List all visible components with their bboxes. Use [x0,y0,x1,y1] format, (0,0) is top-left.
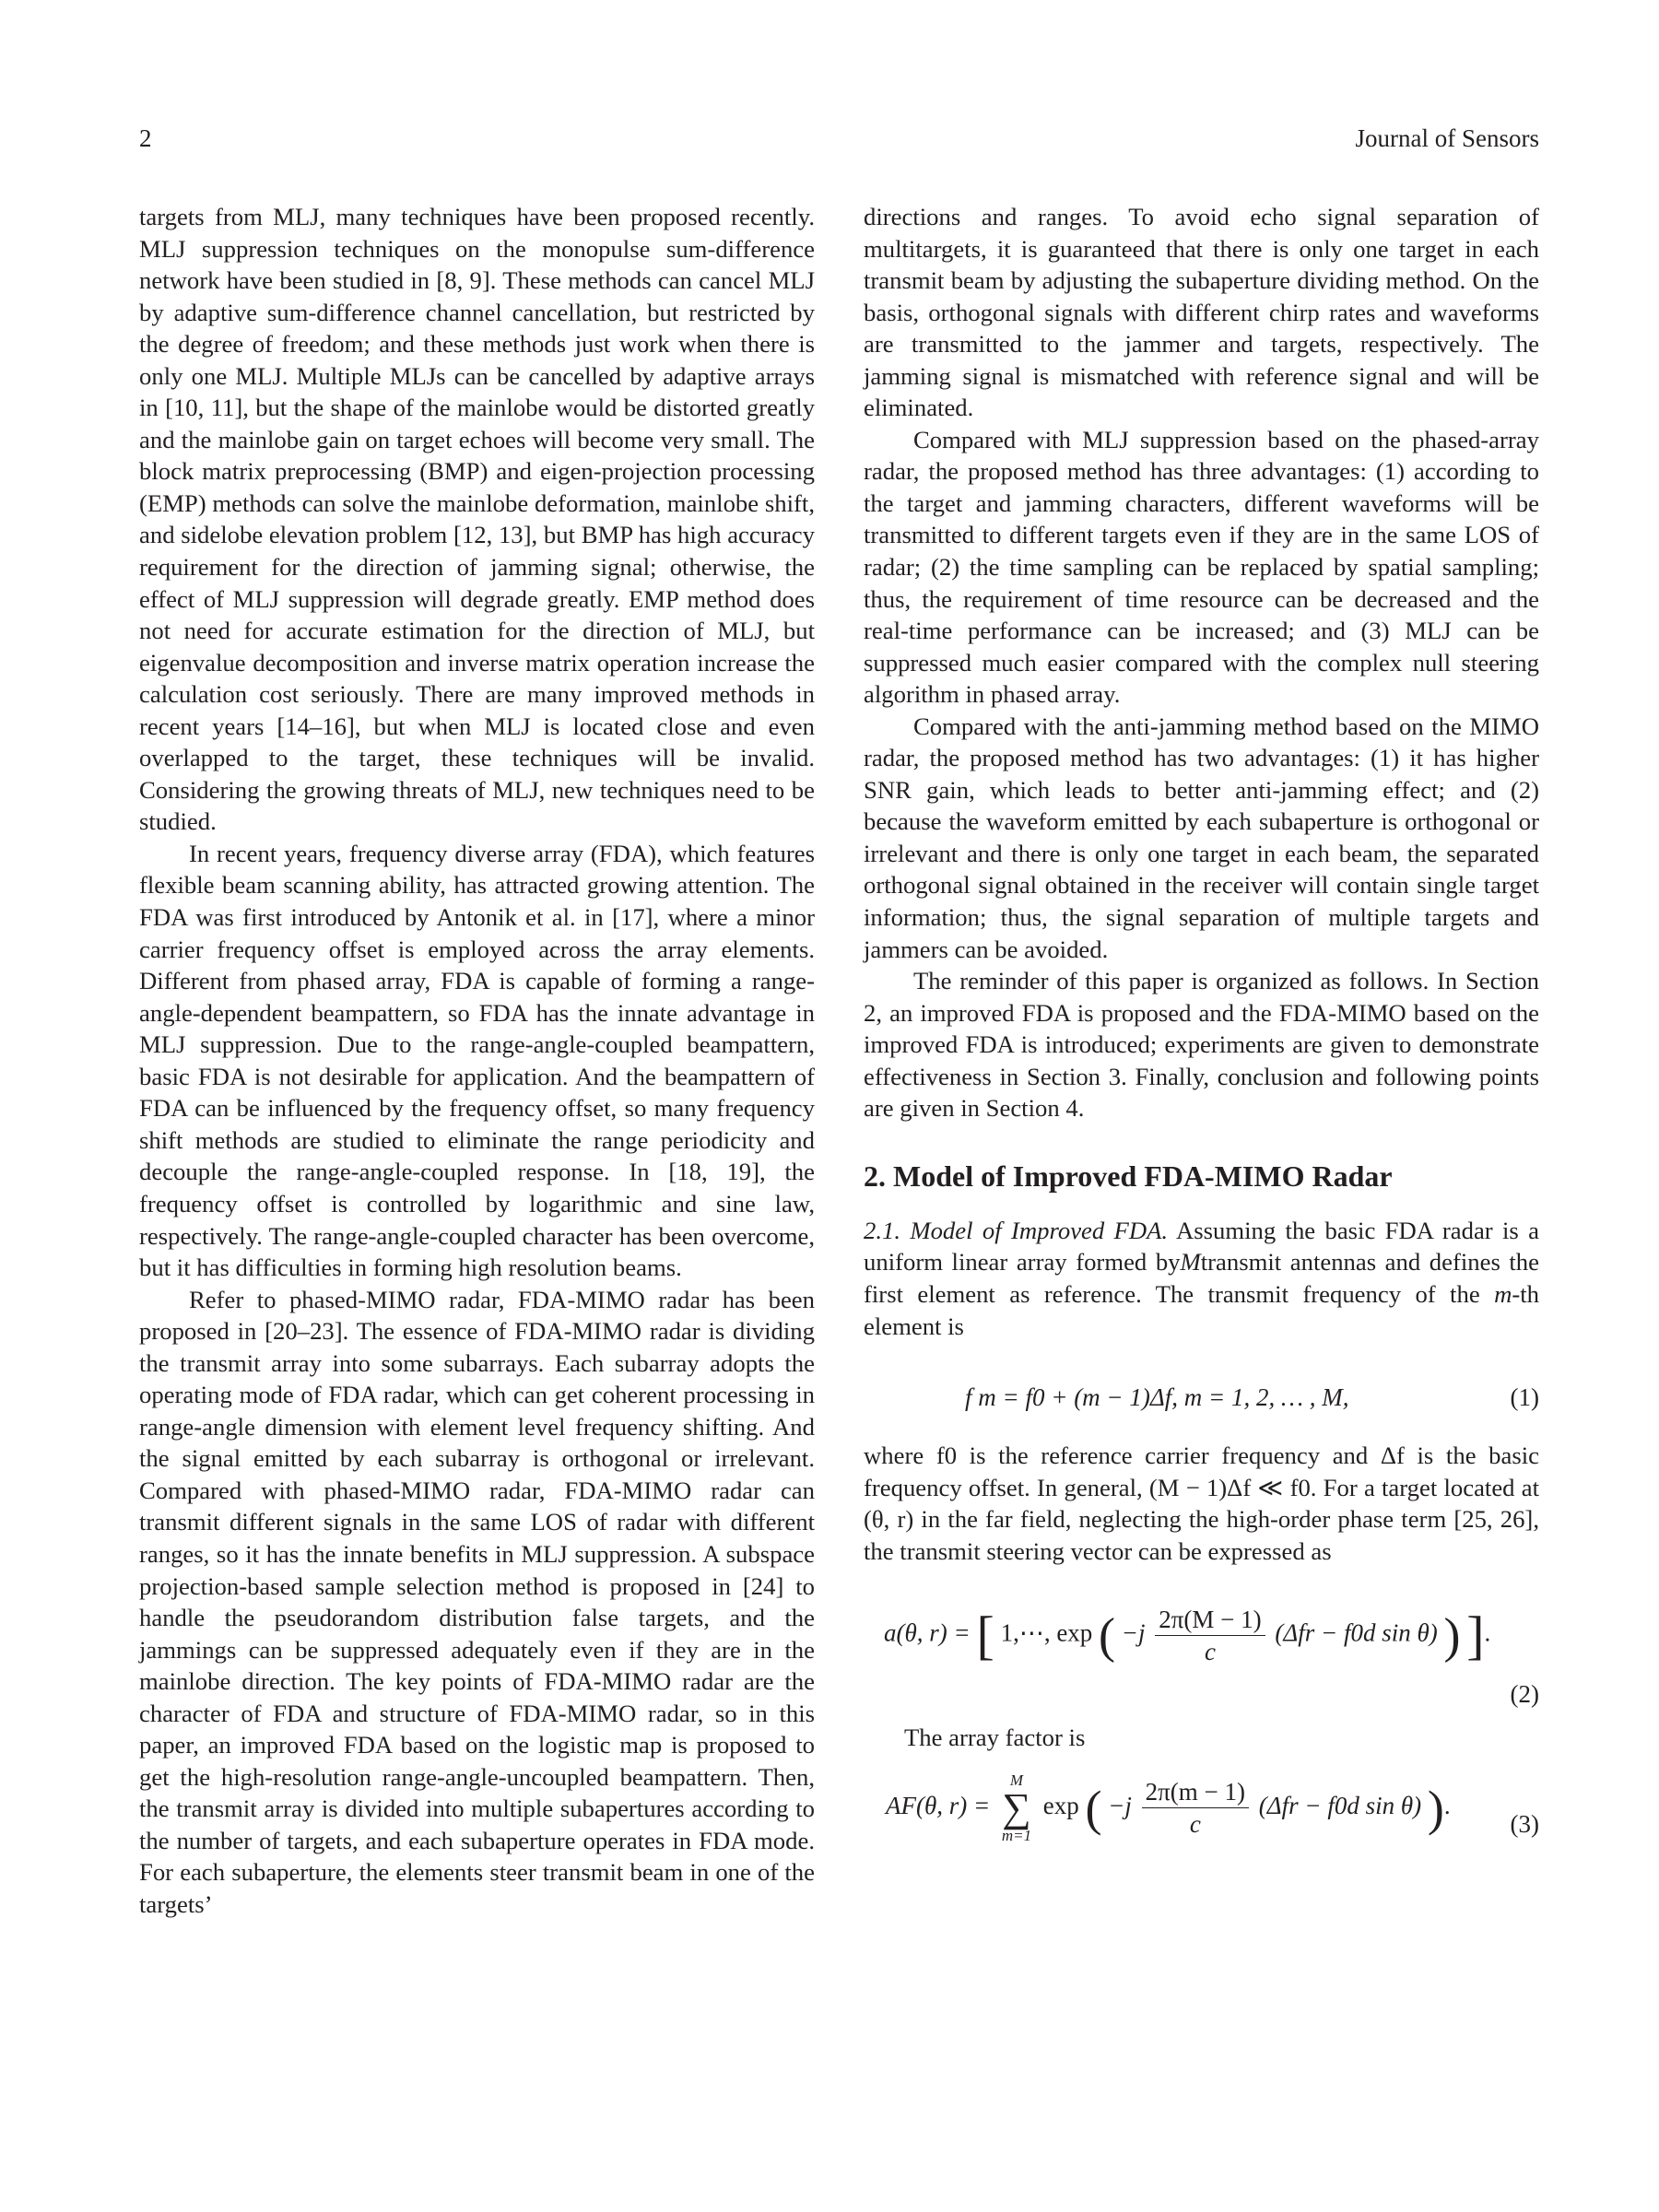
equation-3-lhs: AF(θ, r) = [886,1791,991,1819]
equation-1-body: f m = f0 + (m − 1)Δf, m = 1, 2, … , M, [965,1383,1349,1412]
equation-2-close-paren: ) [1443,1607,1461,1664]
equation-2-numerator: 2π(M − 1) [1155,1604,1265,1636]
equation-1 [864,1357,1539,1440]
page-header [139,120,1539,157]
equation-1-number: (1) [1510,1383,1539,1412]
subsection-label: 2.1. Model of Improved FDA. [864,1216,1169,1244]
equation-2-open-paren: ( [1099,1607,1116,1664]
left-paragraph-2: In recent years, frequency diverse array (FDA), which features flexible beam scanning ability, has attracted growing attention. The FDA was first introduced by Antonik et al. in [17], where a minor carrier frequency offset is employed across the array elements. Different from phased array, FDA is capable of forming a range-angle-dependent beampattern, so FDA has the innate advantage in MLJ suppression. Due to the range-angle-coupled beampattern, basic FDA is not desirable for application. And the beampattern of FDA can be influenced by the frequency offset, so many frequency shift methods are studied to eliminate the range periodicity and decouple the range-angle-coupled response. In [18, 19], the frequency offset is controlled by logarithmic and sine law, respectively. The range-angle-coupled character has been overcome, but it has difficulties in forming high resolution beams. [139,839,815,1282]
equation-3-exp: exp [1042,1791,1079,1819]
right-column [864,201,1539,1887]
equation-2-open-bracket: [ [976,1605,994,1665]
equation-2-number: (2) [1510,1680,1539,1709]
equation-2-lhs: a(θ, r) = [884,1618,971,1647]
subsection-paragraph [864,1215,1539,1342]
equation-3-denominator: c [1189,1810,1201,1839]
right-paragraph-4: The reminder of this paper is organized as follows. In Section 2, an improved FDA is proposed and the FDA-MIMO based on the improved FDA is introduced; experiments are given to demonstrate effectiveness in Section 3. Finally, conclusion and following points are given in Section 4. [864,967,1539,1123]
equation-2 [864,1587,1539,1722]
equation-3-j: −j [1108,1791,1132,1819]
equation-3-number: (3) [1510,1809,1539,1838]
left-paragraph-1: targets from MLJ, many techniques have been proposed recently. MLJ suppression techniques on the monopulse sum-difference network have been studied in [8, 9]. These methods can cancel MLJ by adaptive sum-difference channel cancellation, but restricted by the degree of freedom; and these methods just work when there is only one MLJ. Multiple MLJs can be cancelled by adaptive arrays in [10, 11], but the shape of the mainlobe would be distorted greatly and the mainlobe gain on target echoes will become very small. The block matrix preprocessing (BMP) and eigen-projection processing (EMP) methods can solve the mainlobe deformation, mainlobe shift, and sidelobe elevation problem [12, 13], but BMP has high accuracy requirement for the direction of jamming signal; otherwise, the effect of MLJ suppression will degrade greatly. EMP method does not need for accurate estimation for the direction of MLJ, but eigenvalue decomposition and inverse matrix operation increase the calculation cost seriously. There are many improved methods in recent years [14–16], but when MLJ is located close and even overlapped to the target, these techniques will be invalid. Considering the growing threats of MLJ, new techniques need to be studied. [139,203,815,836]
right-paragraph-6: where f0 is the reference carrier frequency and Δf is the basic frequency offset. In general, (M − 1)Δf ≪ f0. For a target located at (θ, r) in the far field, neglecting the high-order phase term [25, 26], the transmit steering vector can be expressed as [864,1441,1539,1565]
equation-3-numerator: 2π(m − 1) [1142,1776,1249,1808]
equation-3-fraction [1142,1776,1249,1840]
subsection-text-b: transmit antennas and defines the first element as reference. The transmit frequency of the [864,1248,1539,1308]
journal-title: Journal of Sensors [1355,124,1539,152]
right-paragraph-3: Compared with the anti-jamming method based on the MIMO radar, the proposed method has two advantages: (1) it has higher SNR gain, which leads to better anti-jamming effect; and (2) because the waveform emitted by each subaperture is orthogonal or irrelevant and there is only one target in each beam, the separated orthogonal signal obtained in the receiver will contain single target information; thus, the signal separation of multiple targets and jammers can be avoided. [864,712,1539,963]
equation-3-close-paren: ) [1427,1780,1444,1836]
subsection-text-a: Assuming the basic FDA radar is a uniform linear array formed by [864,1216,1539,1277]
symbol-M: M [1180,1248,1201,1277]
page-number: 2 [139,124,152,152]
equation-2-tail: (Δfr − f0d sin θ) [1275,1618,1438,1647]
sigma-glyph: ∑ [1002,1784,1031,1830]
equation-3-body: AF(θ, r) = M ∑ m=1 exp ( −j $\frac{2\pi(m - 1)}{c}$ (Δfr − f0d sin θ) ). [886,1771,1451,1844]
equation-2-mid: 1,⋯, exp [1000,1618,1093,1647]
left-column [139,201,815,1921]
summation-upper: M [1009,1771,1024,1789]
equation-2-fraction [1155,1604,1265,1667]
summation-lower: m=1 [1001,1826,1032,1844]
equation-2-denominator: c [1204,1638,1216,1666]
subsection-text-c: -th element is [864,1279,1539,1340]
equation-2-body: a(θ, r) = [ 1,⋯, exp ( −j $\frac{2\pi(M - 1)}{c}$ (Δfr − f0d sin θ) ) ]. [884,1605,1491,1666]
left-paragraph-3: Refer to phased-MIMO radar, FDA-MIMO radar has been proposed in [20–23]. The essence of FDA-MIMO radar is dividing the transmit array into some subarrays. Each subarray adopts the operating mode of FDA radar, which can get coherent processing in range-angle dimension with element level frequency shifting. And the signal emitted by each subarray is orthogonal or irrelevant. Compared with phased-MIMO radar, FDA-MIMO radar can transmit different signals in the same LOS of radar with different ranges, so it has the innate benefits in MLJ suppression. A subspace projection-based sample selection method is proposed in [24] to handle the pseudorandom distribution false targets, and the jammings can be suppressed adequately even if they are in the mainlobe direction. The key points of FDA-MIMO radar are the character of FDA and structure of FDA-MIMO radar, so in this paper, an improved FDA based on the logistic map is proposed to get the high-resolution range-angle-uncoupled beampattern. Then, the transmit array is divided into multiple subapertures according to the number of targets, and each subaperture operates in FDA mode. For each subaperture, the elements steer transmit beam in one of the targets’ [139,1285,815,1918]
equation-3-tail: (Δfr − f0d sin θ) [1258,1791,1422,1819]
equation-3-open-paren: ( [1085,1780,1102,1836]
section-title: 2. Model of Improved FDA-MIMO Radar [864,1159,1393,1193]
right-paragraph-1: directions and ranges. To avoid echo signal separation of multitargets, it is guaranteed that there is only one target in each transmit beam by adjusting the subaperture dividing method. On the basis, orthogonal signals with different chirp rates and waveforms are transmitted to the jammer and targets, respectively. The jamming signal is mismatched with reference signal and will be eliminated. [864,203,1539,422]
equation-2-close-bracket: ] [1466,1605,1485,1665]
right-paragraph-7: The array factor is [904,1724,1086,1752]
equation-2-j: −j [1121,1618,1146,1647]
symbol-m: m [1494,1279,1512,1308]
summation-symbol [996,1772,1037,1844]
equation-3 [864,1767,1539,1887]
right-paragraph-2: Compared with MLJ suppression based on the phased-array radar, the proposed method has three advantages: (1) according to the target and jamming characters, different waveforms will be transmitted to different targets even if they are in the same LOS of radar; (2) the time sampling can be replaced by spatial sampling; thus, the requirement of time resource can be decreased and the real-time performance can be increased; and (3) MLJ can be suppressed much easier compared with the complex null steering algorithm in phased array. [864,425,1539,709]
